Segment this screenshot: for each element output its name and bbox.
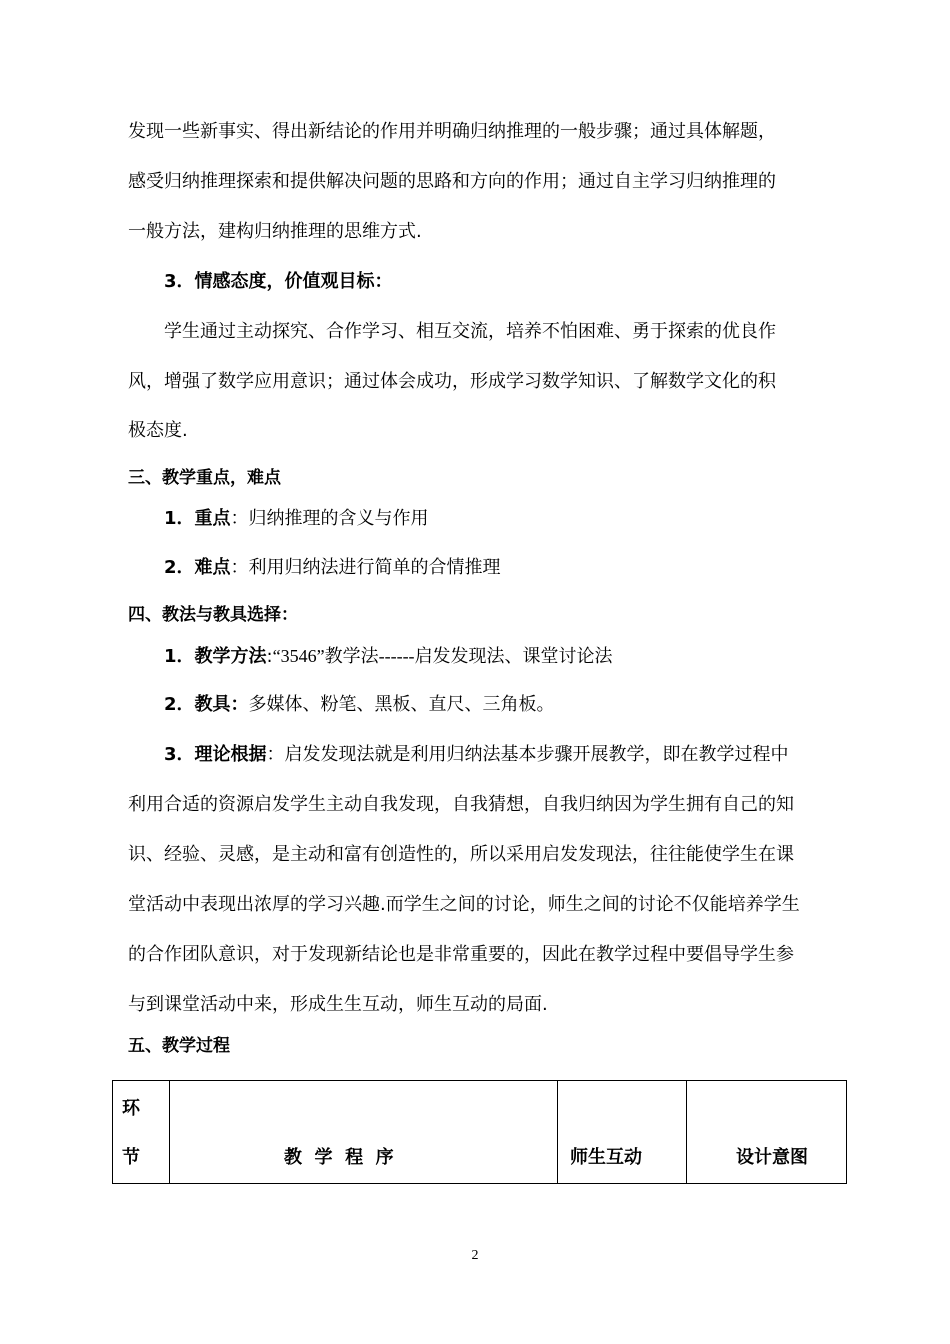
item-label: 1．重点 [164,508,231,529]
paragraph-line: 堂活动中表现出浓厚的学习兴趣.而学生之间的讨论，师生之间的讨论不仅能培养学生 [128,894,800,915]
teaching-process-table [112,1080,847,1184]
paragraph-line: 感受归纳推理探索和提供解决问题的思路和方向的作用；通过自主学习归纳推理的 [128,171,776,192]
interaction-label: 师生互动 [570,1147,642,1168]
header-cell-stage [113,1081,170,1184]
page-number: 2 [471,1248,479,1263]
paragraph-line: 一般方法，建构归纳推理的思维方式. [128,221,422,242]
section3-item1 [164,508,429,530]
item-text: ：启发发现法就是利用归纳法基本步骤开展教学，即在教学过程中 [266,744,789,765]
stage-char-bottom: 节 [122,1147,140,1168]
item-colon: : [266,646,273,667]
item-label: 2．教具： [164,694,249,715]
item-label: 2．难点 [164,557,231,578]
paragraph-line: 风，增强了数学应用意识；通过体会成功，形成学习数学知识、了解数学文化的积 [128,371,776,392]
stage-char-top: 环 [122,1098,140,1119]
paragraph-line: 利用合适的资源启发学生主动自我发现，自我猜想，自我归纳因为学生拥有自己的知 [128,794,794,815]
section4-item3 [164,744,789,766]
paragraph-line: 极态度. [128,420,188,441]
paragraph-line: 的合作团队意识，对于发现新结论也是非常重要的，因此在教学过程中要倡导学生参 [128,944,794,965]
paragraph-line: 学生通过主动探究、合作学习、相互交流，培养不怕困难、勇于探索的优良作 [164,321,776,342]
section4-item2 [164,694,555,716]
header-cell-interaction [558,1081,687,1184]
item-label: 3．理论根据 [164,744,267,765]
section3-heading: 三、教学重点，难点 [128,468,281,488]
header-cell-procedure [170,1081,558,1184]
item-text: ：归纳推理的含义与作用 [230,508,429,529]
item-quote: “3546”教学法------ [272,646,415,666]
design-intent-label: 设计意图 [736,1147,808,1168]
section4-heading: 四、教法与教具选择： [128,605,298,625]
section5-heading: 五、教学过程 [128,1036,230,1056]
paragraph-line: 发现一些新事实、得出新结论的作用并明确归纳推理的一般步骤；通过具体解题， [128,121,776,142]
paragraph-line: 与到课堂活动中来，形成生生互动，师生互动的局面. [128,994,548,1015]
procedure-label: 教 学 程 序 [284,1147,394,1168]
header-cell-design-intent [687,1081,847,1184]
table-header-row [113,1081,847,1184]
paragraph-line: 识、经验、灵感，是主动和富有创造性的，所以采用启发发现法，往往能使学生在课 [128,844,794,865]
item-text: 多媒体、粉笔、黑板、直尺、三角板。 [248,694,555,715]
section3-item2 [164,557,501,579]
goal3-heading: 3．情感态度，价值观目标： [164,271,393,292]
item-text: ：利用归纳法进行简单的合情推理 [230,557,501,578]
item-text: 启发发现法、课堂讨论法 [414,646,613,667]
item-label: 1．教学方法 [164,646,267,667]
section4-item1 [164,645,613,668]
